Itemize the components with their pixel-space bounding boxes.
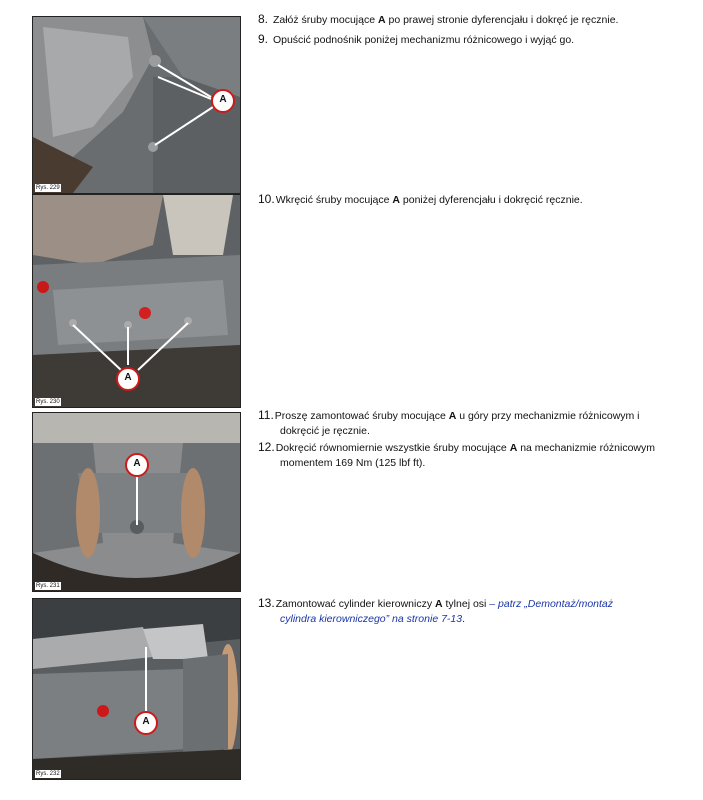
- step-text: Załóż śruby mocujące: [272, 14, 378, 26]
- figure-230: [32, 194, 241, 408]
- figure-229-photo: [33, 17, 240, 193]
- figure-caption: Rys. 232: [36, 771, 60, 777]
- step-text: momentem 169 Nm (125 lbf ft).: [280, 457, 426, 469]
- step-text: Dokręcić równomiernie wszystkie śruby mocujące: [275, 442, 510, 454]
- step-number: 13.: [258, 596, 275, 610]
- step-text: Zamontować cylinder kierowniczy: [275, 598, 435, 610]
- figure-229: [32, 16, 241, 194]
- callout-a: A: [142, 716, 150, 727]
- step-12: [258, 440, 678, 471]
- callout-ref: A: [509, 442, 518, 454]
- figure-230-photo: [33, 195, 240, 407]
- step-text: Proszę zamontować śruby mocujące: [274, 410, 449, 422]
- figure-231: [32, 412, 241, 592]
- step-number: 11.: [258, 408, 274, 422]
- callout-ref: A: [448, 410, 457, 422]
- figure-caption: Rys. 231: [36, 583, 60, 589]
- step-text: na mechanizmie różnicowym: [517, 442, 655, 454]
- step-text: Wkręcić śruby mocujące: [275, 194, 393, 206]
- step-number: 8.: [258, 12, 269, 26]
- callout-ref: A: [377, 14, 386, 26]
- step-text: dokręcić je ręcznie.: [280, 425, 370, 437]
- callout-a: A: [133, 458, 141, 469]
- cross-reference-link[interactable]: – patrz „Demontaż/montaż: [489, 598, 613, 610]
- step-text: .: [462, 613, 466, 625]
- figure-caption: Rys. 229: [36, 185, 60, 191]
- cross-reference-link[interactable]: cylindra kierowniczego” na stronie 7-13: [280, 613, 463, 625]
- figure-231-photo: [33, 413, 240, 591]
- step-number: 9.: [258, 32, 269, 46]
- callout-ref: A: [392, 194, 400, 206]
- step-text: po prawej stronie dyferencjału i dokręć je ręcznie.: [385, 14, 619, 26]
- step-number: 10.: [258, 192, 275, 206]
- figure-232: [32, 598, 241, 780]
- step-text: u góry przy mechanizmie różnicowym i: [456, 410, 640, 422]
- step-number: 12.: [258, 440, 275, 454]
- step-13: [258, 596, 678, 627]
- step-9: [258, 32, 678, 48]
- figure-caption: Rys. 230: [36, 399, 60, 405]
- callout-a: A: [219, 94, 227, 105]
- step-10: [258, 192, 678, 208]
- figure-232-photo: [33, 599, 240, 779]
- step-text: Opuścić podnośnik poniżej mechanizmu różnicowego i wyjąć go.: [272, 34, 575, 46]
- callout-a: A: [124, 372, 132, 383]
- callout-ref: A: [435, 598, 443, 610]
- step-11: [258, 408, 678, 439]
- step-text: tylnej osi: [442, 598, 490, 610]
- step-8: [258, 12, 678, 28]
- step-text: poniżej dyferencjału i dokręcić ręcznie.: [399, 194, 583, 206]
